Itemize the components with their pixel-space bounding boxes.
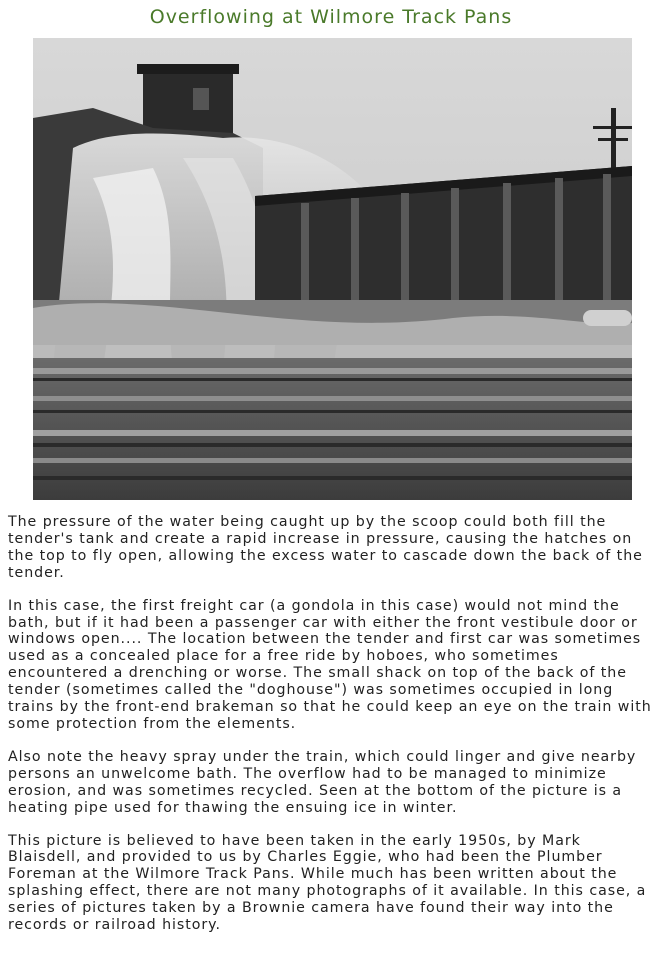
- paragraph-provenance: This picture is believed to have been taken in the early 1950s, by Mark Blaisdell, and provided to us by Charles Eggie, who had been the Plumber Foreman at the Wilmore Track Pans. While much has been written about the splashing effect, there are not many photographs of it available. In this case, a series of pictures taken by a Brownie camera have found their way into the records or railroad history.: [8, 832, 647, 934]
- paragraph-freight-car: In this case, the first freight car (a gondola in this case) would not mind the bath, but if it had been a passenger car with either the front vestibule door or windows open.... The location between the tender and first car was sometimes used as a concealed place for a free ride by hoboes, who sometimes encountered a drenching or worse. The small shack on top of the back of the tender (sometimes called the "doghouse") was sometimes occupied in long trains by the front-end brakeman so that he could keep an eye on the train with some protection from the elements.: [8, 597, 652, 732]
- page-title: Overflowing at Wilmore Track Pans: [149, 6, 513, 28]
- article-body: [8, 514, 658, 950]
- paragraph-spray: Also note the heavy spray under the train, which could linger and give nearby persons an unwelcome bath. The overflow had to be managed to minimize erosion, and was sometimes recycled. Seen at the bottom of the picture is a heating pipe used for thawing the ensuing ice in winter.: [8, 748, 637, 816]
- paragraph-pressure: The pressure of the water being caught up by the scoop could both fill the tender's tank and create a rapid increase in pressure, causing the hatches on the top to fly open, allowing the excess water to cascade down the back of the tender.: [8, 514, 643, 581]
- train-tender-overflow-photo: [33, 38, 632, 500]
